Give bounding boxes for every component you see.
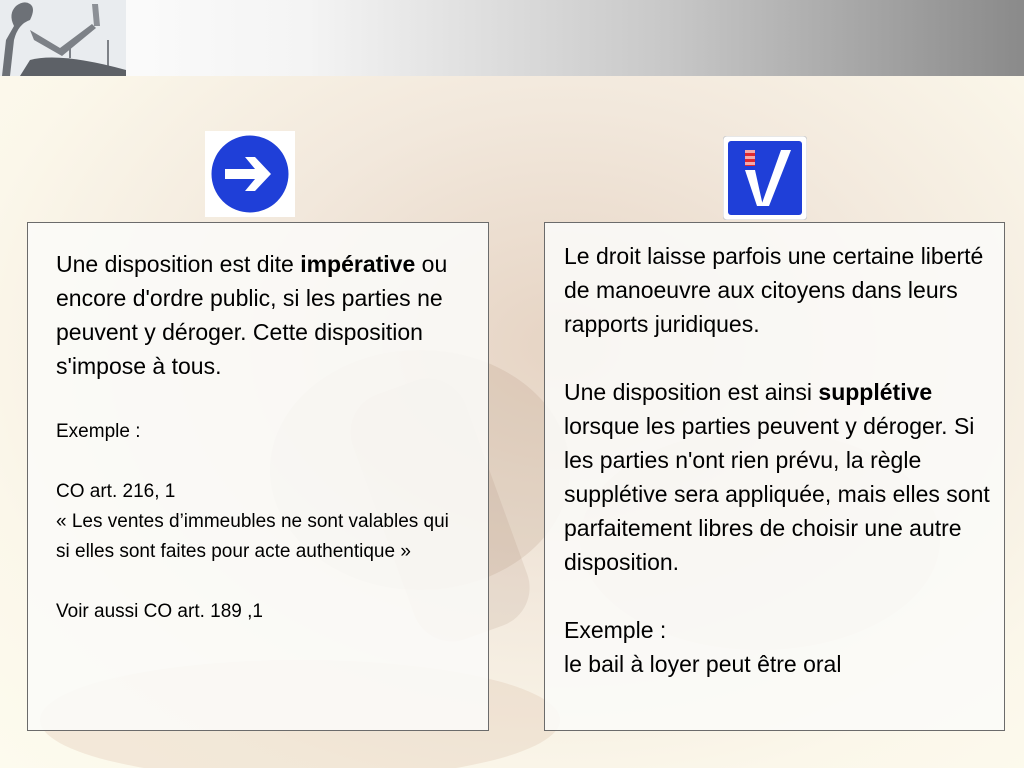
article-reference: CO art. 216, 1 [56,481,176,502]
see-also-reference: Voir aussi CO art. 189 ,1 [56,601,263,622]
lane-merge-road-sign-icon [723,136,807,220]
justice-statue-icon [0,0,126,76]
example-text: le bail à loyer peut être oral [564,651,842,677]
suppletive-rule-panel [544,222,1005,731]
example-label: Exemple : [564,617,667,643]
article-quote: « Les ventes d’immeubles ne sont valables qui si elles sont faites pour acte authentique » [56,511,449,562]
imperative-definition: Une disposition est dite impérative ou encore d'ordre public, si les parties ne peuvent y déroger. Cette disposition s'impose à tous. [56,251,448,379]
freedom-intro: Le droit laisse parfois une certaine liberté de manoeuvre aux citoyens dans leurs rapports juridiques. [564,243,984,337]
mandatory-direction-right-sign-icon [205,131,295,217]
header-bar [0,0,1024,76]
imperative-term: impérative [300,251,416,277]
suppletive-term: supplétive [818,379,933,405]
suppletive-definition: Une disposition est ainsi supplétive lorsque les parties peuvent y déroger. Si les parties n'ont rien prévu, la règle supplétive sera appliquée, mais elles sont parfaitement libres de choisir une autre disposition. [564,379,990,575]
imperative-rule-panel [27,222,489,731]
example-label: Exemple : [56,421,141,442]
